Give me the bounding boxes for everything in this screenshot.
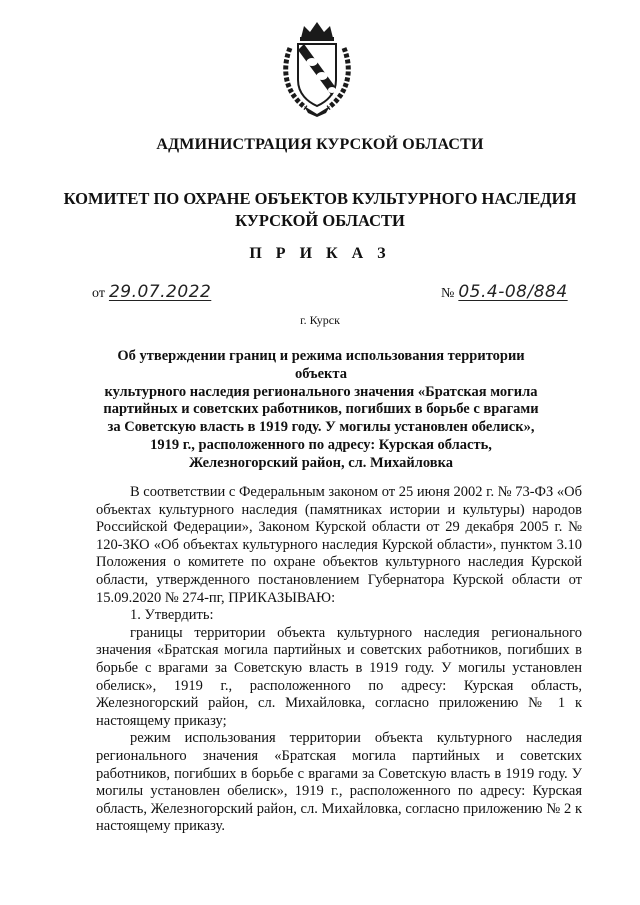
subject-line: 1919 г., расположенного по адресу: Курская область, (150, 436, 492, 453)
date-prefix: от (92, 286, 105, 301)
order-number (441, 282, 568, 302)
subject-line: партийных и советских работников, погибших в борьбе с врагами (103, 401, 539, 418)
committee-heading-line1: КОМИТЕТ ПО ОХРАНЕ ОБЪЕКТОВ КУЛЬТУРНОГО НАСЛЕДИЯ (63, 189, 577, 208)
number-prefix: № (441, 286, 455, 301)
subject-line: Об утверждении границ и режима использования территории объекта (117, 348, 525, 382)
order-date (92, 282, 211, 302)
item-heading: 1. Утвердить: (130, 607, 214, 624)
order-subject (96, 348, 546, 473)
subject-line: культурного наследия регионального значения «Братская могила (104, 383, 538, 400)
preamble-paragraph: В соответствии с Федеральным законом от 25 июня 2002 г. № 73-ФЗ «Об объектах культурного наследия (памятниках истории и культуры) народов Российской Федерации», Законом Курской области от 29 декабря 2005 г. № 120-ЗКО «Об объектах культурного наследия Курской области», пунктом 3.10 Положения о комитете по охране объектов культурного наследия Курской области, утвержденного постановлением Губернатора Курской области от 15.09.2020 № 274-пг, ПРИКАЗЫВАЮ: (96, 484, 582, 606)
number-value: 05.4-08/884 (458, 282, 568, 302)
boundaries-paragraph: границы территории объекта культурного наследия регионального значения «Братская могила партийных и советских работников, погибших в борьбе с врагами за Советскую власть в 1919 году. У могилы установлен обелиск», 1919 г., расположенного по адресу: Курская область, Железногорский район, сл. Михайловка, согласно приложению № 1 к настоящему приказу; (96, 624, 582, 729)
usage-regime-paragraph: режим использования территории объекта культурного наследия регионального значения «Братская могила партийных и советских работников, погибших в борьбе с врагами за Советскую власть в 1919 году. У могилы установлен обелиск», 1919 г., расположенного по адресу: Курская область, Железногорский район, сл. Михайловка, согласно приложению № 2 к настоящему приказу. (96, 730, 582, 835)
document-type-title: П Р И К А З (249, 245, 391, 262)
date-value: 29.07.2022 (108, 282, 212, 302)
committee-heading-line2: КУРСКОЙ ОБЛАСТИ (235, 211, 405, 230)
order-body (96, 484, 582, 836)
committee-heading (0, 188, 640, 232)
city-label: г. Курск (300, 313, 340, 327)
administration-heading: АДМИНИСТРАЦИЯ КУРСКОЙ ОБЛАСТИ (156, 136, 484, 153)
subject-line: Железногорский район, сл. Михайловка (189, 454, 453, 471)
subject-line: за Советскую власть в 1919 году. У могилы установлен обелиск», (107, 419, 535, 436)
kursk-coat-of-arms-icon (276, 18, 358, 118)
